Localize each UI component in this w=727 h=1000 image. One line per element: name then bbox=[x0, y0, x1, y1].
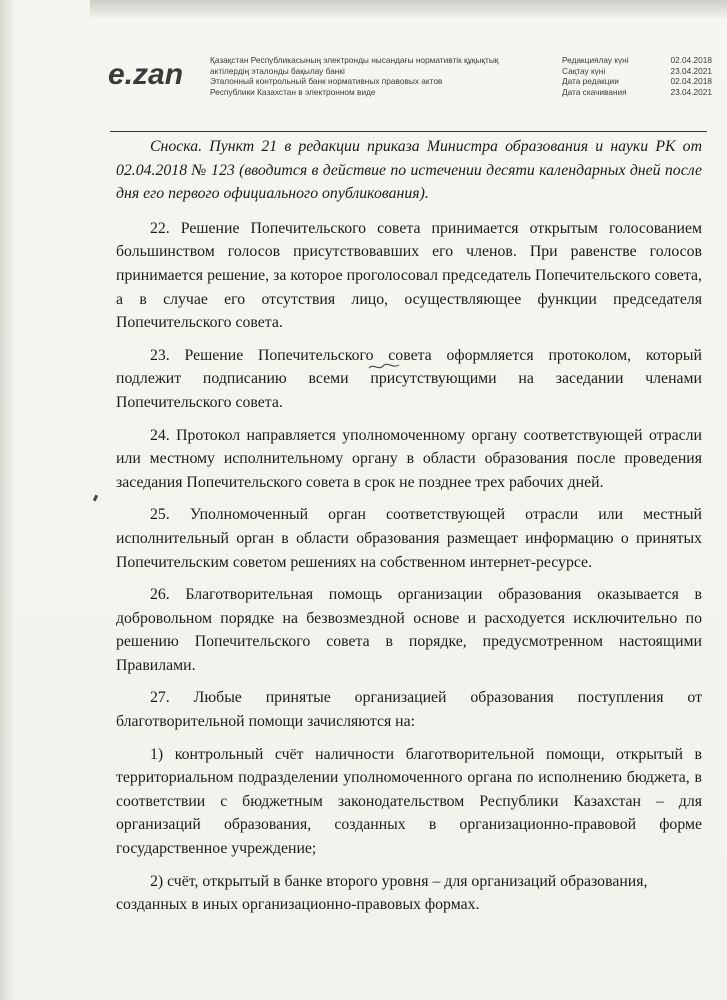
paragraph-23: 23. Решение Попечительского совета оформляется протоколом, который подлежит подписанию всеми присутствующими на заседании членами Попечительского совета. bbox=[116, 346, 702, 411]
ink-speck bbox=[93, 495, 98, 502]
meta-row-edit-date bbox=[562, 76, 712, 87]
header-divider bbox=[110, 131, 707, 132]
meta-label: Дата редакции bbox=[562, 76, 619, 86]
paragraph-27-item-1: 1) контрольный счёт наличности благотворительной помощи, открытый в территориальном подразделении уполномоченного органа по исполнению бюджета, в соответствии с бюджетным законодательством Республики Казахстан – для организаций образования, созданных в организационно-правовой форме государственное учреждение; bbox=[116, 745, 702, 858]
scan-shadow-left bbox=[0, 0, 14, 1000]
meta-value: 02.04.2018 bbox=[670, 76, 712, 86]
registry-line-2: актілердің эталонды бақылау банкі bbox=[210, 65, 345, 76]
paragraph-27-item-2: 2) счёт, открытый в банке второго уровня – для организаций образования, созданных в иных организационно-правовых формах. bbox=[116, 872, 648, 914]
meta-row-edit-date-kz bbox=[562, 55, 712, 66]
meta-value: 23.04.2021 bbox=[670, 65, 712, 76]
registry-name bbox=[210, 55, 540, 97]
registry-line-1: Қазақстан Республикасының электронды нысандағы нормативтік құқықтық bbox=[210, 55, 499, 65]
registry-line-4: Республики Казахстан в электронном виде bbox=[210, 86, 376, 97]
paragraph-25: 25. Уполномоченный орган соответствующей отрасли или местный исполнительный орган в области образования размещает информацию о принятых Попечительским советом решениях на собственном интернет-ресурсе. bbox=[116, 506, 702, 571]
meta-value: 23.04.2021 bbox=[670, 86, 712, 97]
document-header bbox=[100, 50, 710, 104]
meta-label: Дата скачивания bbox=[562, 86, 627, 97]
registry-line-3: Эталонный контрольный банк нормативных правовых актов bbox=[210, 76, 443, 86]
meta-row-download-date bbox=[562, 87, 712, 98]
meta-row-save-date-kz bbox=[562, 66, 712, 77]
meta-label: Редакциялау күні bbox=[562, 55, 629, 65]
footnote: Сноска. Пункт 21 в редакции приказа Министра образования и науки РК от 02.04.2018 № 123 (вводится в действие по истечении десяти календарных дней после дня его первого официального опубликования). bbox=[116, 138, 702, 203]
paragraph-24: 24. Протокол направляется уполномоченному органу соответствующей отрасли или местному исполнительному органу в области образования после проведения заседания Попечительского совета в срок не позднее трех рабочих дней. bbox=[116, 426, 702, 491]
scan-shadow-top bbox=[90, 0, 727, 18]
pen-scribble-mark bbox=[368, 362, 400, 372]
meta-value: 02.04.2018 bbox=[670, 55, 712, 65]
document-body bbox=[116, 135, 702, 926]
paragraph-27: 27. Любые принятые организацией образования поступления от благотворительной помощи зачисляются на: bbox=[116, 689, 702, 731]
paragraph-22: 22. Решение Попечительского совета принимается открытым голосованием большинством голосов присутствовавших его членов. При равенстве голосов принимается решение, за которое проголосовал председатель Попечительского совета, а в случае его отсутствия лицо, осуществляющее функции председателя Попечительского совета. bbox=[116, 219, 702, 332]
paragraph-26: 26. Благотворительная помощь организации образования оказывается в добровольном порядке на безвозмездной основе и расходуется исключительно по решению Попечительского совета в порядке, предусмотренном настоящими Правилами. bbox=[116, 586, 702, 674]
document-dates bbox=[562, 55, 712, 97]
ezan-logo: e.zan bbox=[108, 58, 184, 91]
meta-label: Сақтау күні bbox=[562, 65, 606, 76]
